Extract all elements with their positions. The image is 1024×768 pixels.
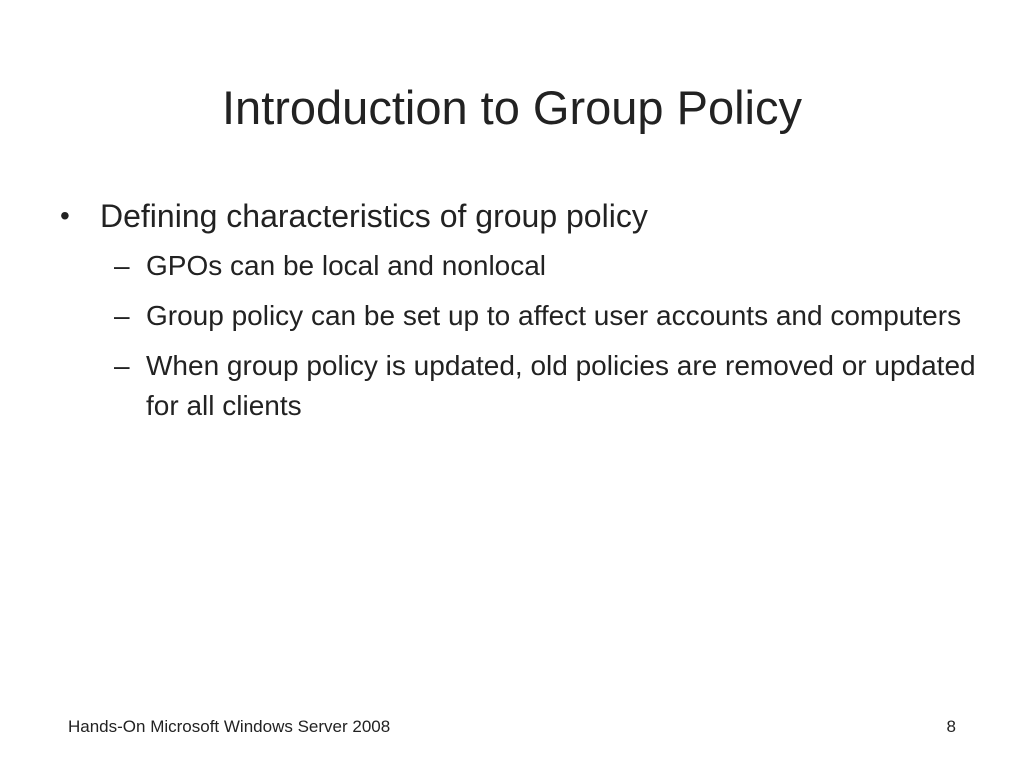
sub-bullet-item [58,246,976,286]
bullet-item [58,194,988,238]
sub-bullet-text: Group policy can be set up to affect user accounts and computers [146,300,962,331]
sub-bullet-marker: – [114,250,130,281]
footer-course-title: Hands-On Microsoft Windows Server 2008 [68,717,391,736]
slide-title: Introduction to Group Policy [222,81,802,134]
sub-bullet-text: When group policy is updated, old policies are removed or updated for all clients [146,350,976,421]
bullet-marker: • [60,200,70,231]
sub-bullet-item [58,296,976,336]
sub-bullet-text: GPOs can be local and nonlocal [146,250,547,281]
bullet-text: Defining characteristics of group policy [100,198,648,234]
sub-bullet-item [58,346,976,426]
sub-bullet-marker: – [114,300,130,331]
page-number: 8 [946,717,956,736]
sub-bullet-list [58,246,988,426]
slide-body [58,194,988,436]
sub-bullet-marker: – [114,350,130,381]
